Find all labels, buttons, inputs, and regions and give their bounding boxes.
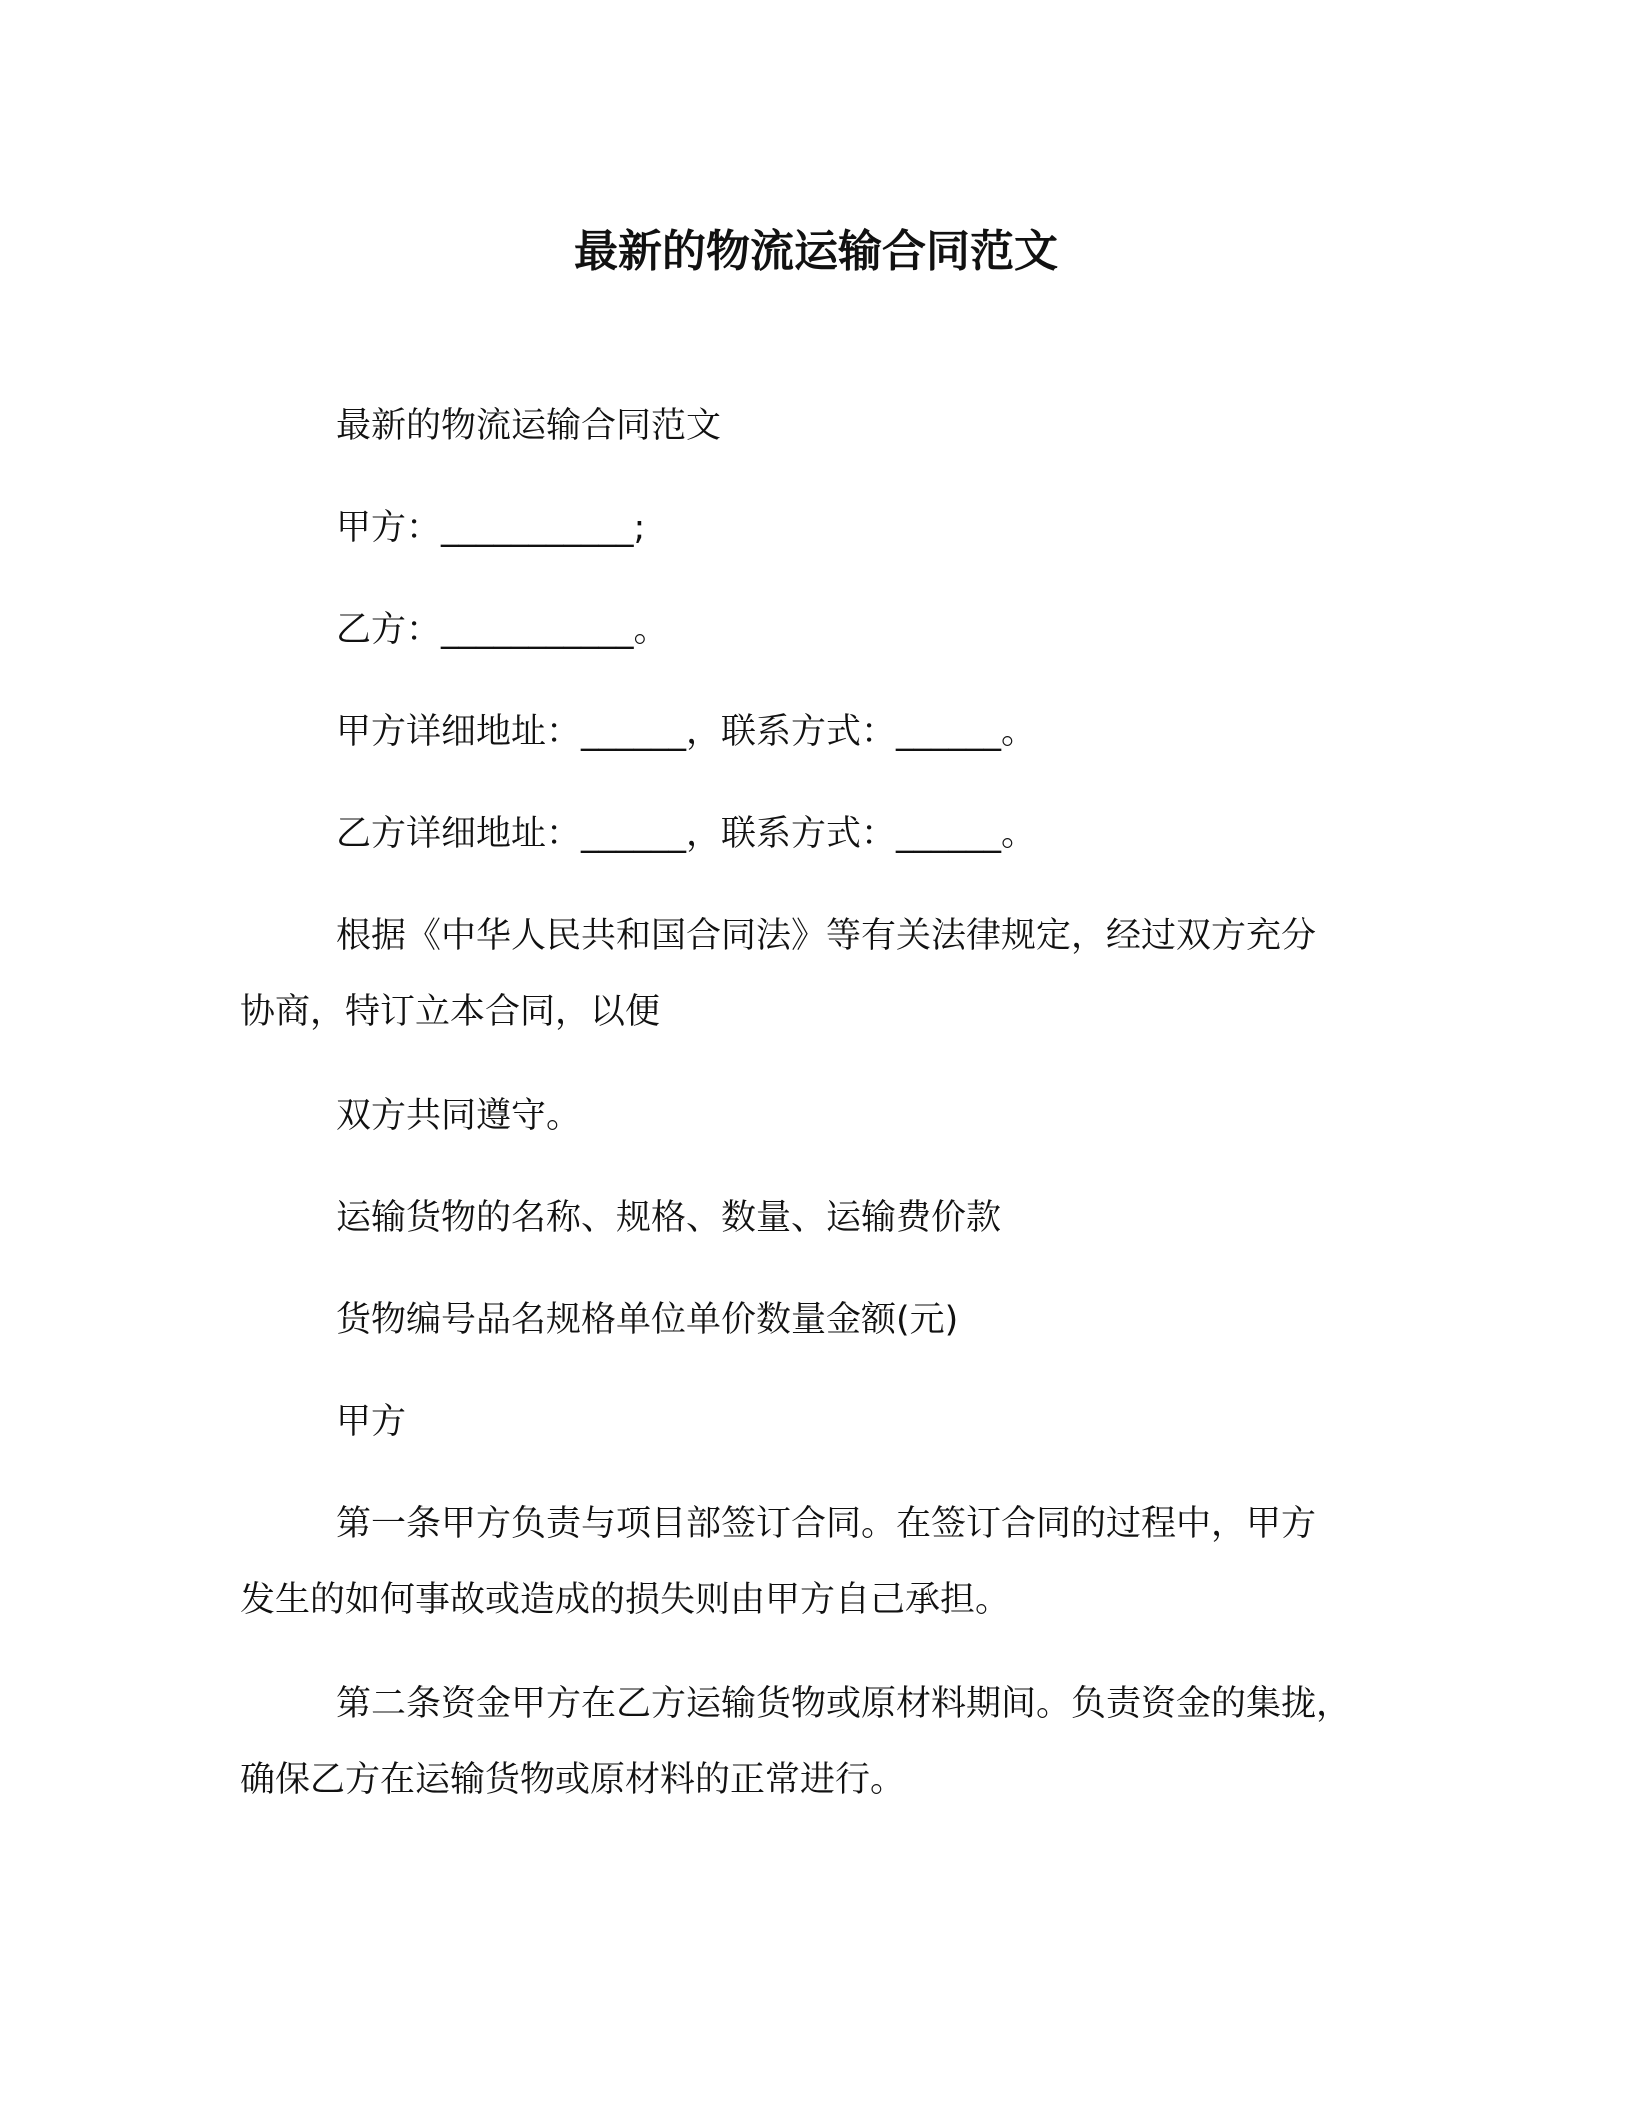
paragraph-line: 第二条资金甲方在乙方运输货物或原材料期间。负责资金的集拢，	[336, 1684, 1352, 1724]
paragraph-line: 发生的如何事故或造成的损失则由甲方自己承担。	[240, 1580, 1011, 1620]
paragraph-line: 根据《中华人民共和国合同法》等有关法律规定，经过双方充分	[336, 916, 1317, 956]
paragraph-line: 双方共同遵守。	[336, 1096, 582, 1136]
paragraph-party-a	[240, 490, 1496, 566]
paragraph-line: 甲方：___________;	[336, 508, 646, 548]
paragraph-line: 甲方	[336, 1402, 407, 1442]
paragraph-goods-columns	[240, 1282, 1496, 1358]
paragraph-line: 运输货物的名称、规格、数量、运输费价款	[336, 1198, 1002, 1238]
paragraph-line: 最新的物流运输合同范文	[336, 406, 722, 446]
paragraph-legal-basis	[240, 898, 1400, 1050]
paragraph-article-1	[240, 1486, 1400, 1638]
paragraph-subtitle	[240, 388, 1496, 464]
paragraph-mutual-compliance	[240, 1078, 1496, 1154]
paragraph-goods-heading	[240, 1180, 1496, 1256]
paragraph-party-b-address	[240, 796, 1496, 872]
paragraph-line: 确保乙方在运输货物或原材料的正常进行。	[240, 1760, 906, 1800]
paragraph-line: 甲方详细地址：______，联系方式：______。	[336, 712, 1037, 752]
paragraph-line: 第一条甲方负责与项目部签订合同。在签订合同的过程中，甲方	[336, 1504, 1317, 1544]
document-title: 最新的物流运输合同范文	[574, 226, 1058, 277]
paragraph-party-b	[240, 592, 1496, 668]
paragraph-article-2	[240, 1666, 1400, 1818]
paragraph-party-a-heading	[240, 1384, 1496, 1460]
paragraph-party-a-address	[240, 694, 1496, 770]
paragraph-line: 货物编号品名规格单位单价数量金额(元)	[336, 1300, 959, 1340]
paragraph-line: 乙方：___________。	[336, 610, 669, 650]
paragraph-line: 协商，特订立本合同，以便	[240, 992, 661, 1032]
paragraph-line: 乙方详细地址：______，联系方式：______。	[336, 814, 1037, 854]
